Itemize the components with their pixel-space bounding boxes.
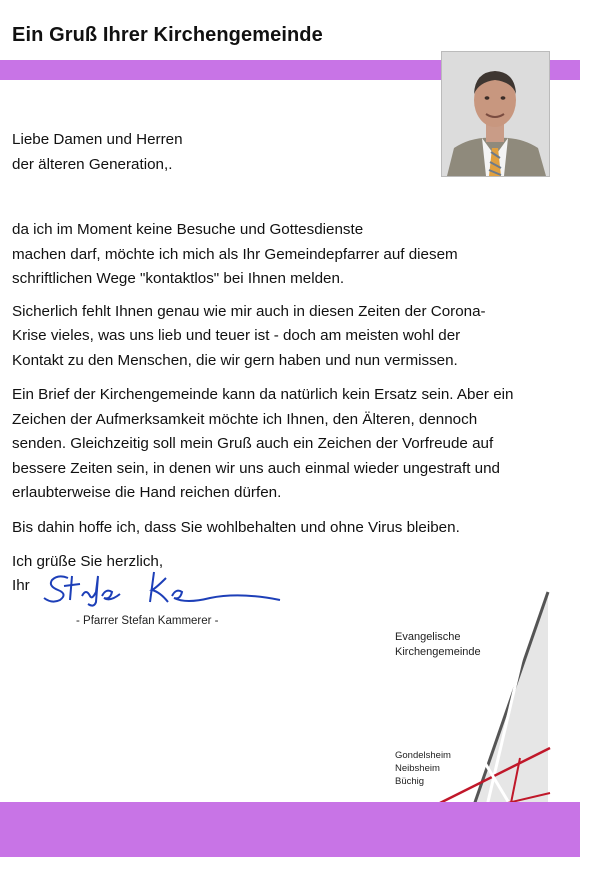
place-name: Gondelsheim [395,750,451,761]
handwritten-signature [40,566,290,616]
bottom-color-band [0,802,580,857]
text-line: Krise vieles, was uns lieb und teuer ist - doch am meisten wohl der [12,327,461,344]
salutation-line: Liebe Damen und Herren [12,131,183,148]
page-title: Ein Gruß Ihrer Kirchengemeinde [12,24,323,46]
text-line: schriftlichen Wege "kontaktlos" bei Ihnen melden. [12,270,345,287]
letter-body [12,218,532,585]
place-name: Büchig [395,776,425,787]
paragraph [12,383,532,506]
text-line: Sicherlich fehlt Ihnen genau wie mir auch in diesen Zeiten der Corona- [12,302,486,320]
text-line: Zeichen der Aufmerksamkeit möchte ich Ihnen, den Älteren, dennoch [12,410,478,428]
church-logo-graphic [400,588,560,838]
paragraph [12,218,532,292]
logo-title-line: Kirchengemeinde [395,646,481,658]
closing-word: Ihr [12,577,30,594]
logo-title-line: Evangelische [395,631,461,643]
signature-caption: - Pfarrer Stefan Kammerer - [76,615,219,627]
text-line: Ein Brief der Kirchengemeinde kann da natürlich kein Ersatz sein. Aber ein [12,386,514,403]
text-line: machen darf, möchte ich mich als Ihr Gemeindepfarrer auf diesem [12,245,458,263]
logo-places [395,749,451,788]
text-line: senden. Gleichzeitig soll mein Gruß auch ein Zeichen der Vorfreude auf [12,435,494,452]
logo-title [395,630,481,660]
text-line: Bis dahin hoffe ich, dass Sie wohlbehalten und ohne Virus bleiben. [12,518,460,536]
salutation [12,128,532,177]
place-name: Neibsheim [395,763,440,774]
text-line: erlaubterweise die Hand reichen dürfen. [12,484,282,501]
paragraph [12,300,532,374]
salutation-line: der älteren Generation,. [12,155,173,173]
text-line: Kontakt zu den Menschen, die wir gern haben und nun vermissen. [12,351,458,369]
text-line: Ich grüße Sie herzlich, [12,553,164,570]
text-line: da ich im Moment keine Besuche und Gottesdienste [12,221,364,238]
text-line: bessere Zeiten sein, in denen wir uns auch einmal wieder ungestraft und [12,459,500,477]
paragraph [12,516,532,541]
